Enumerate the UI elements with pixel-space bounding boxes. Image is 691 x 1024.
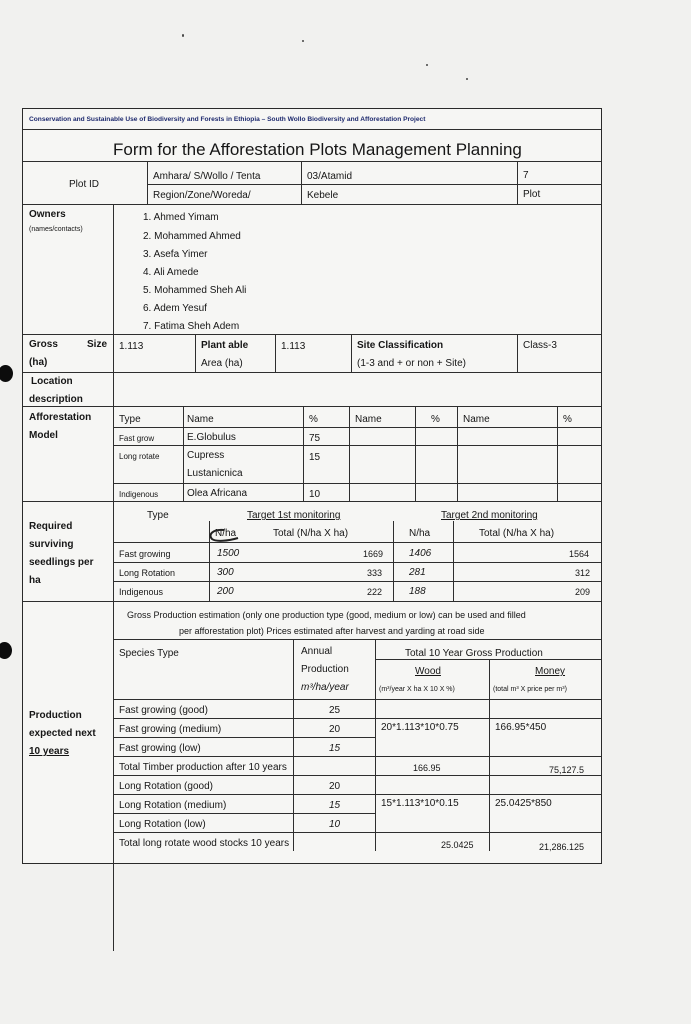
plot-id-label: Plot ID bbox=[69, 179, 100, 190]
pen-mark bbox=[202, 525, 242, 547]
annual-header-2: Production bbox=[301, 664, 349, 675]
production-row-wood: 20*1.113*10*0.75 bbox=[381, 722, 459, 733]
production-row-annual: 15 bbox=[329, 743, 341, 754]
plantable-area-unit: Area (ha) bbox=[201, 358, 243, 369]
model-header-name: Name bbox=[187, 414, 214, 425]
production-row-type: Long Rotation (good) bbox=[119, 781, 213, 792]
seedling-row-n1: 1500 bbox=[217, 548, 240, 559]
seedling-row-t1: 1669 bbox=[363, 549, 384, 559]
punch-hole bbox=[0, 365, 13, 382]
model-row-name: E.Globulus bbox=[187, 432, 236, 443]
target2-header: Target 2nd monitoring bbox=[441, 510, 538, 521]
money-header: Money bbox=[535, 666, 566, 677]
model-row-type: Fast grow bbox=[119, 434, 155, 443]
seedling-row-type: Indigenous bbox=[119, 587, 164, 597]
annual-header-unit: m³/ha/year bbox=[301, 682, 349, 693]
project-title: Conservation and Sustainable Use of Biodiversity and Forests in Ethiopia – South Wollo Biodiversity and Afforestation Project bbox=[29, 116, 426, 123]
production-note-2: per afforestation plot) Prices estimated after harvest and yarding at road side bbox=[179, 626, 485, 636]
target2-total-header: Total (N/ha X ha) bbox=[479, 528, 555, 539]
production-row-annual: 20 bbox=[329, 724, 341, 735]
production-row-type: Long Rotation (low) bbox=[119, 819, 206, 830]
gross-size-value: 1.113 bbox=[119, 341, 144, 352]
seedlings-label: Required bbox=[29, 521, 73, 532]
seedlings-label-2: surviving bbox=[29, 539, 74, 550]
paper-speck bbox=[426, 64, 428, 66]
kebele-label: Kebele bbox=[307, 190, 339, 201]
long-total-wood: 25.0425 bbox=[441, 840, 474, 850]
site-classification-label: Site Classification bbox=[357, 340, 444, 351]
model-label-sub: Model bbox=[29, 430, 58, 441]
kebele-value: 03/Atamid bbox=[307, 171, 353, 182]
seedling-row-t2: 1564 bbox=[569, 549, 590, 559]
production-row-annual: 25 bbox=[329, 705, 341, 716]
model-header-name-2: Name bbox=[355, 414, 382, 425]
model-header-name-3: Name bbox=[463, 414, 490, 425]
wood-header: Wood bbox=[415, 666, 441, 677]
money-formula-header: (total m³ X price per m³) bbox=[493, 686, 567, 693]
seedling-row-t1: 333 bbox=[367, 568, 383, 578]
model-header-pct: % bbox=[309, 414, 318, 425]
afforestation-form bbox=[22, 108, 602, 864]
production-label: Production bbox=[29, 710, 82, 721]
target1-nha-header: N/ha bbox=[215, 528, 237, 539]
seedling-row-n2: 1406 bbox=[409, 548, 432, 559]
seedling-row-t1: 222 bbox=[367, 587, 383, 597]
region-value: Amhara/ S/Wollo / Tenta bbox=[153, 171, 261, 182]
production-row-money: 166.95*450 bbox=[495, 722, 547, 733]
seedling-row-t2: 312 bbox=[575, 568, 591, 578]
seedling-row-n1: 300 bbox=[217, 567, 234, 578]
fast-total-wood: 166.95 bbox=[413, 763, 441, 773]
owner-item: 4. Ali Amede bbox=[143, 267, 199, 278]
gross-size-label-unit: (ha) bbox=[29, 357, 48, 368]
production-row-type: Fast growing (good) bbox=[119, 705, 208, 716]
seedling-row-n1: 200 bbox=[217, 586, 234, 597]
production-row-type: Fast growing (low) bbox=[119, 743, 201, 754]
paper-speck bbox=[182, 34, 184, 37]
production-label-2: expected next bbox=[29, 728, 96, 739]
paper-speck bbox=[302, 40, 304, 42]
location-label: Location bbox=[31, 376, 73, 387]
production-label-3: 10 years bbox=[29, 746, 70, 757]
owner-item: 1. Ahmed Yimam bbox=[143, 212, 219, 223]
model-row-pct: 10 bbox=[309, 489, 321, 500]
seedling-row-type: Long Rotation bbox=[119, 568, 176, 578]
production-row-annual: 10 bbox=[329, 819, 341, 830]
production-row-annual: 15 bbox=[329, 800, 341, 811]
model-row-name: Cupress bbox=[187, 450, 225, 461]
production-row-wood: 15*1.113*10*0.15 bbox=[381, 798, 459, 809]
gross-size-label: Gross bbox=[29, 339, 58, 350]
model-row-name: Olea Africana bbox=[187, 488, 248, 499]
production-row-annual: 20 bbox=[329, 781, 341, 792]
seedlings-label-4: ha bbox=[29, 575, 41, 586]
seedling-row-type: Fast growing bbox=[119, 549, 171, 559]
seedlings-label-3: seedlings per bbox=[29, 557, 94, 568]
seedling-row-t2: 209 bbox=[575, 587, 591, 597]
owners-label: Owners bbox=[29, 209, 66, 220]
production-row-money: 25.0425*850 bbox=[495, 798, 552, 809]
annual-header: Annual bbox=[301, 646, 333, 657]
model-header-pct-2: % bbox=[431, 414, 440, 425]
model-header-type: Type bbox=[119, 414, 141, 425]
plantable-area-value: 1.113 bbox=[281, 341, 306, 352]
site-classification-sub: (1-3 and + or non + Site) bbox=[357, 358, 466, 369]
model-row-name-2: Lustanicnica bbox=[187, 468, 243, 479]
form-title: Form for the Afforestation Plots Management Planning bbox=[113, 140, 522, 159]
model-row-pct: 15 bbox=[309, 452, 321, 463]
model-row-type: Indigenous bbox=[119, 490, 159, 499]
owners-sublabel: (names/contacts) bbox=[29, 226, 83, 233]
species-type-header: Species Type bbox=[119, 648, 179, 659]
production-row-type: Fast growing (medium) bbox=[119, 724, 222, 735]
wood-formula-header: (m³/year X ha X 10 X %) bbox=[379, 686, 455, 693]
owner-item: 2. Mohammed Ahmed bbox=[143, 231, 241, 242]
production-note: Gross Production estimation (only one production type (good, medium or low) can be used and filled bbox=[127, 610, 526, 620]
model-header-pct-3: % bbox=[563, 414, 572, 425]
seedlings-type-header: Type bbox=[147, 510, 169, 521]
owner-item: 5. Mohammed Sheh Ali bbox=[143, 285, 247, 296]
owner-item: 6. Adem Yesuf bbox=[143, 303, 207, 314]
plantable-area-label: Plant able bbox=[201, 340, 249, 351]
site-classification-value: Class-3 bbox=[523, 340, 557, 351]
long-total-label: Total long rotate wood stocks 10 years bbox=[119, 838, 290, 849]
plot-value: 7 bbox=[523, 170, 529, 181]
region-label: Region/Zone/Woreda/ bbox=[153, 190, 251, 201]
gross-size-label-size: Size bbox=[87, 339, 108, 350]
fast-total-money: 75,127.5 bbox=[549, 765, 585, 775]
owner-item: 3. Asefa Yimer bbox=[143, 249, 208, 260]
target1-header: Target 1st monitoring bbox=[247, 510, 341, 521]
punch-hole bbox=[0, 642, 12, 659]
location-label-description: description bbox=[29, 394, 83, 405]
gross-production-header: Total 10 Year Gross Production bbox=[405, 648, 543, 659]
owner-item: 7. Fatima Sheh Adem bbox=[143, 321, 240, 332]
target1-total-header: Total (N/ha X ha) bbox=[273, 528, 349, 539]
production-row-type: Long Rotation (medium) bbox=[119, 800, 227, 811]
model-row-pct: 75 bbox=[309, 433, 321, 444]
long-total-money: 21,286.125 bbox=[539, 842, 585, 852]
fast-total-label: Total Timber production after 10 years bbox=[119, 762, 287, 773]
seedling-row-n2: 281 bbox=[409, 567, 426, 578]
paper-speck bbox=[466, 78, 468, 80]
plot-label: Plot bbox=[523, 189, 541, 200]
model-row-type: Long rotate bbox=[119, 452, 160, 461]
model-label: Afforestation bbox=[29, 412, 92, 423]
target2-nha-header: N/ha bbox=[409, 528, 431, 539]
seedling-row-n2: 188 bbox=[409, 586, 426, 597]
